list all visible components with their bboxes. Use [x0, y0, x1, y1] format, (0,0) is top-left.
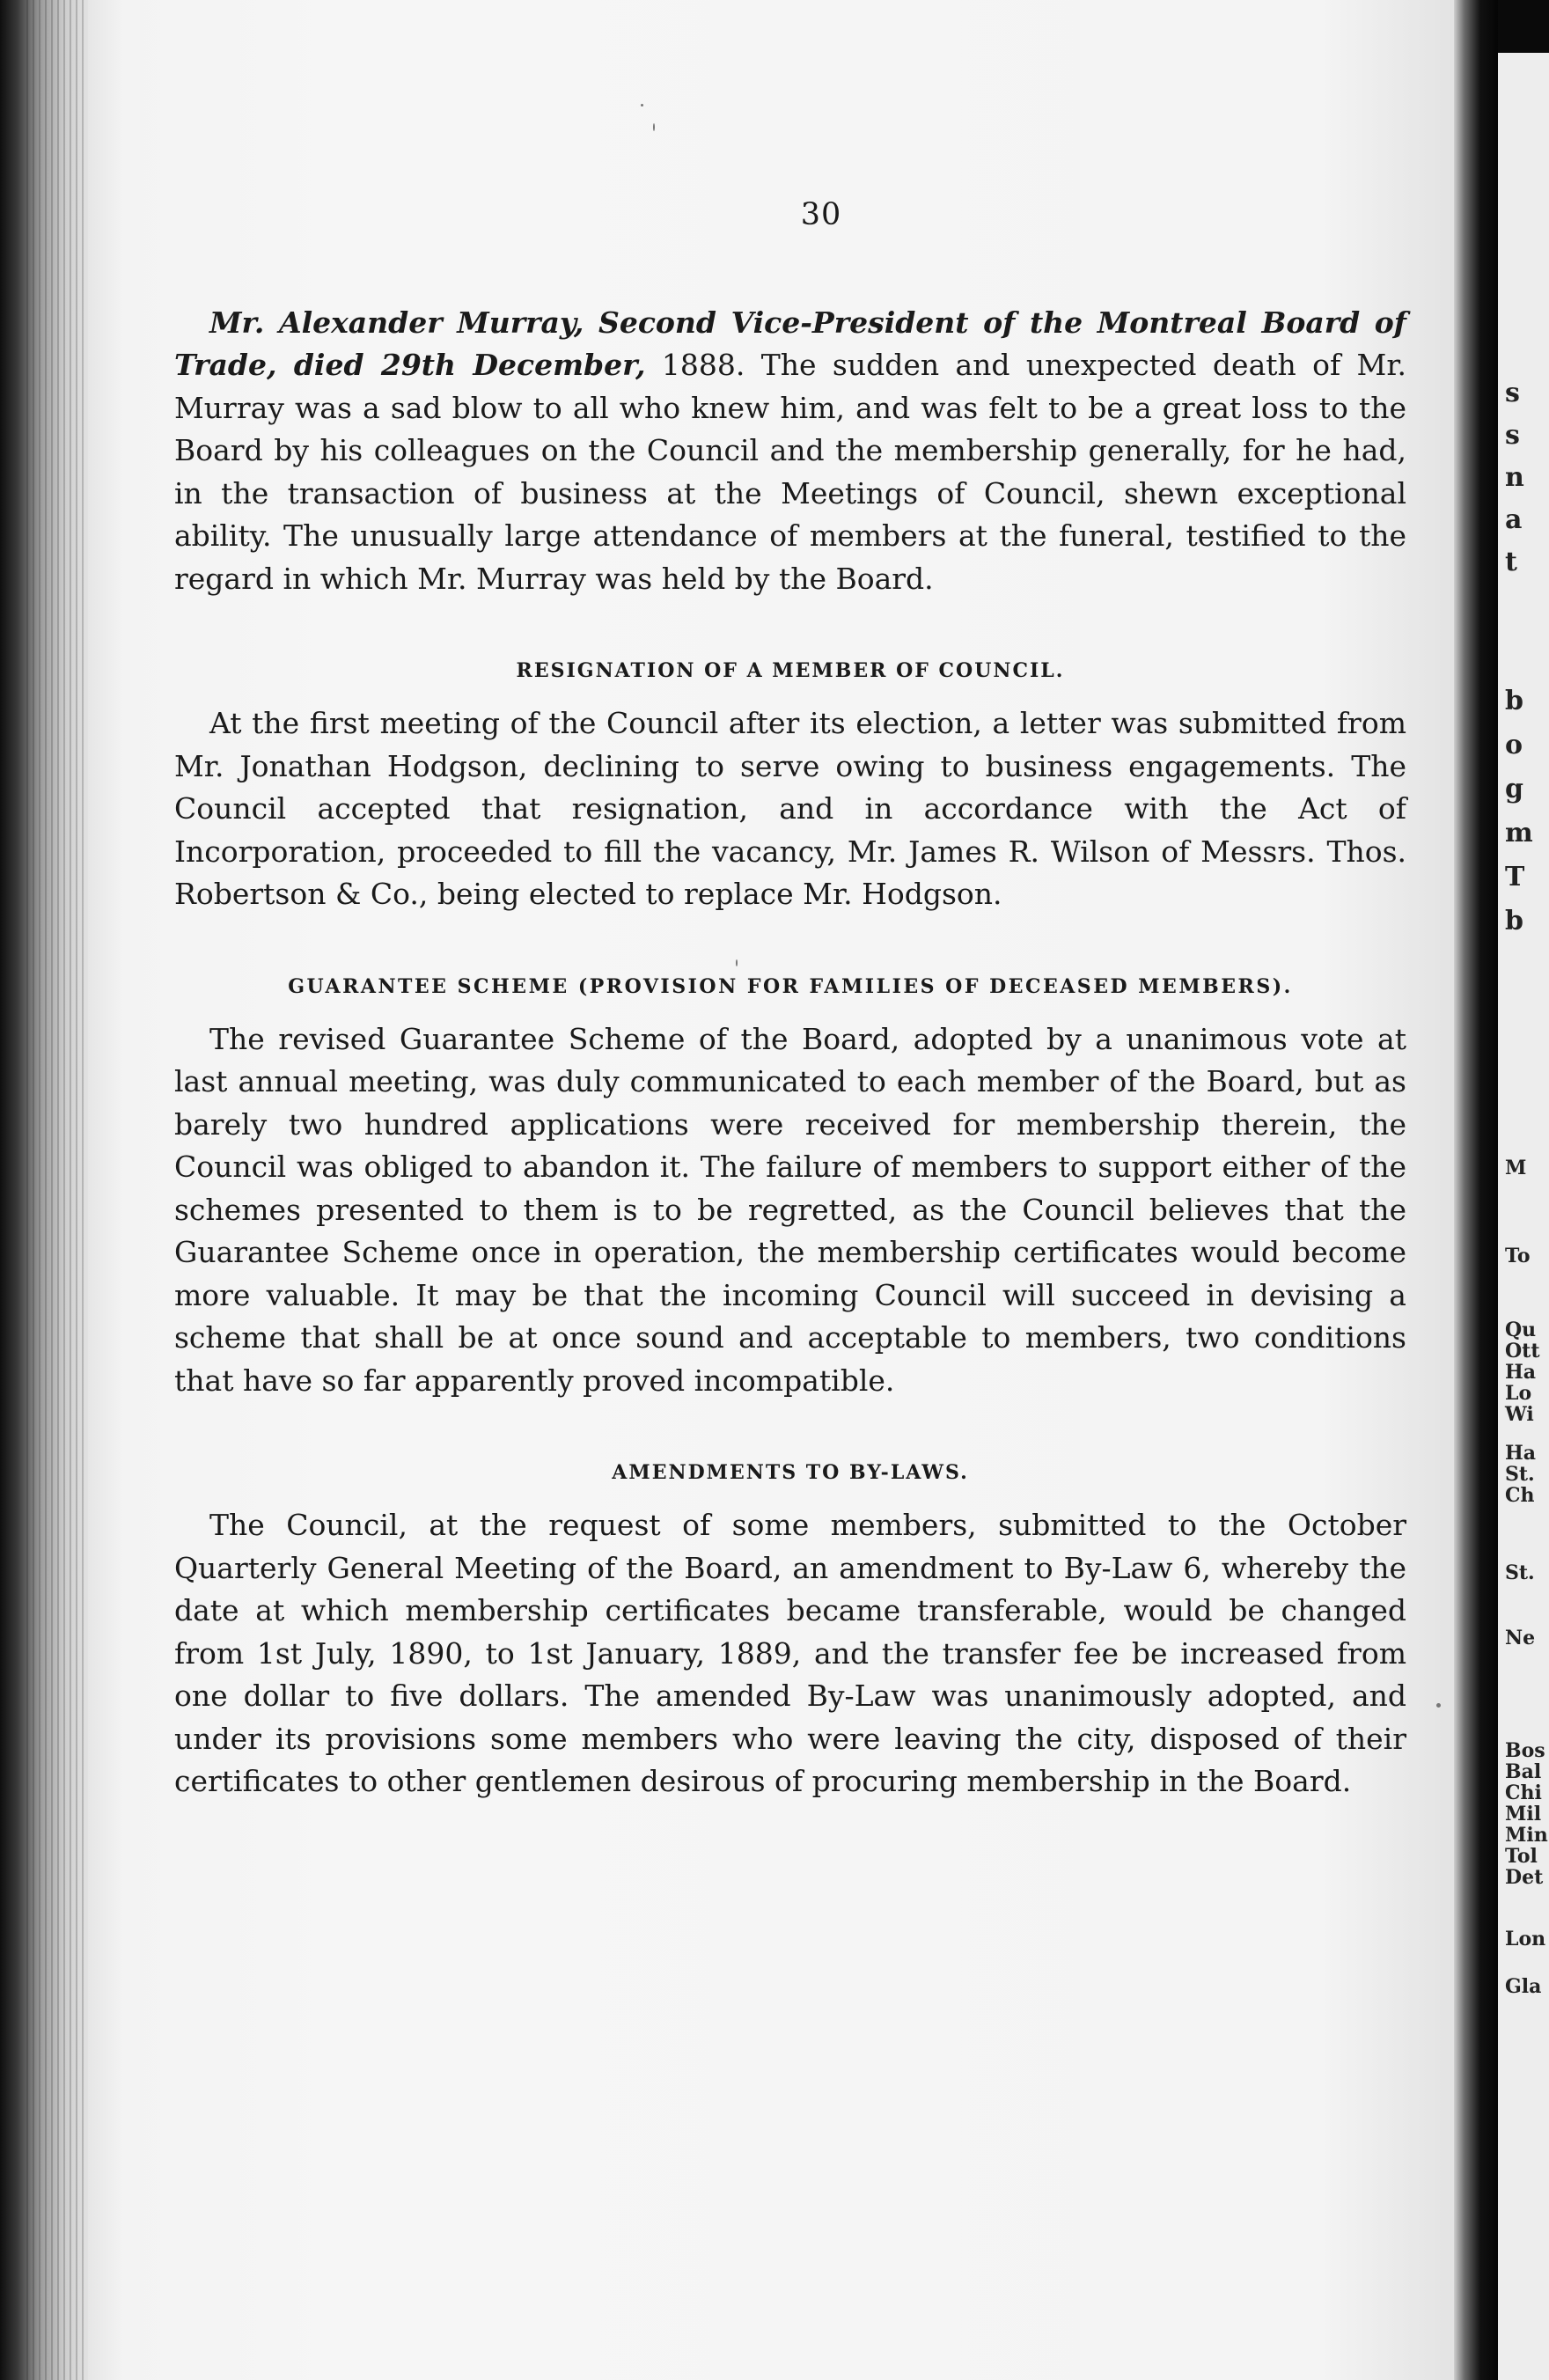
top-dark-band	[1498, 0, 1549, 53]
section-heading-amendments: AMENDMENTS TO BY-LAWS.	[612, 1461, 969, 1484]
next-page-fragment: To	[1505, 1245, 1531, 1267]
next-page-fragment: b	[1505, 686, 1523, 716]
next-page-fragment: Min	[1505, 1824, 1548, 1847]
next-page-fragment: T	[1505, 862, 1525, 892]
next-page-fragment: n	[1505, 462, 1524, 493]
next-page-fragment: St.	[1505, 1561, 1535, 1584]
next-page-fragment: Ne	[1505, 1627, 1536, 1649]
paper-speck	[653, 123, 655, 131]
next-page-fragment: Gla	[1505, 1975, 1542, 1998]
next-page-fragment: m	[1505, 818, 1533, 848]
next-page-fragment: Mil	[1505, 1803, 1542, 1825]
next-page-fragment: Wi	[1505, 1403, 1534, 1426]
next-page-fragment: Tol	[1505, 1845, 1538, 1868]
next-page-fragment: Det	[1505, 1866, 1544, 1889]
paper-speck	[641, 104, 643, 107]
paper-speck	[1436, 1703, 1441, 1708]
paragraph-murray	[174, 302, 1406, 601]
next-page-fragment: b	[1505, 906, 1523, 937]
next-page-fragment: g	[1505, 774, 1523, 804]
paragraph-amendments: The Council, at the request of some members, submitted to the October Quarterly General Meeting of the Board, an amendment to By-Law 6, whereby the date at which membership certificates became transferable, would be changed from 1st July, 1890, to 1st January, 1889, and the transfer fee be increased from one dollar to five dollars. The amended By-Law was unanimously adopted, and under its provisions some members who were leaving the city, disposed of their certificates to other gentlemen desirous of procuring membership in the Board.	[174, 1508, 1406, 1798]
next-page-fragment: a	[1505, 504, 1523, 535]
paragraph-text: 1888. The sudden and unexpected death of Mr. Murray was a sad blow to all who knew him, and was felt to be a great loss to the Board by his colleagues on the Council and the membership generally, for he had, in the transaction of business at the Meetings of Council, shewn exceptional ability. The unusually large attendance of members at the funeral, testified to the regard in which Mr. Murray was held by the Board.	[174, 348, 1406, 596]
next-page-fragment: St.	[1505, 1463, 1535, 1486]
next-page-fragment: s	[1505, 378, 1520, 408]
next-page-fragment: Ott	[1505, 1340, 1540, 1363]
paragraph-resignation: At the first meeting of the Council after its election, a letter was submitted from Mr. Jonathan Hodgson, declining to serve owing to business engagements. The Council accepted that resignation, and in accordance with the Act of Incorporation, proceeded to fill the vacancy, Mr. James R. Wilson of Messrs. Thos. Robertson & Co., being elected to replace Mr. Hodgson.	[174, 706, 1406, 911]
page-gutter-shadow	[1454, 0, 1498, 2380]
next-page-fragment: Ha	[1505, 1442, 1537, 1465]
next-page-fragment: s	[1505, 420, 1520, 451]
next-page-fragment: Qu	[1505, 1319, 1537, 1341]
paragraph-guarantee-scheme: The revised Guarantee Scheme of the Board, adopted by a unanimous vote at last annual meeting, was duly communicated to each member of the Board, but as barely two hundred applications were received for membership therein, the Council was obliged to abandon it. The failure of members to support either of the schemes presented to them is to be regretted, as the Council believes that the Guarantee Scheme once in operation, the membership certificates would become more valuable. It may be that the incoming Council will succeed in devising a scheme that shall be at once sound and acceptable to members, two conditions that have so far apparently proved incompatible.	[174, 1021, 1406, 1398]
page-number: 30	[800, 197, 842, 232]
next-page-fragment: o	[1505, 730, 1523, 760]
section-heading-resignation: RESIGNATION OF A MEMBER OF COUNCIL.	[516, 659, 1065, 682]
next-page-fragment: Ch	[1505, 1484, 1535, 1507]
adjacent-page-strip	[1498, 53, 1549, 2380]
next-page-fragment: Lo	[1505, 1382, 1532, 1405]
next-page-fragment: Ha	[1505, 1361, 1537, 1384]
next-page-fragment: Chi	[1505, 1781, 1542, 1804]
section-heading-guarantee-scheme: GUARANTEE SCHEME (PROVISION FOR FAMILIES OF DECEASED MEMBERS).	[288, 974, 1293, 998]
next-page-fragment: Bos	[1505, 1739, 1545, 1762]
next-page-fragment: Lon	[1505, 1928, 1546, 1950]
paragraph-lead-italic: Mr. Alexander Murray, Second Vice-President of the Montreal Board of Trade, died 29th December,	[174, 305, 1406, 382]
next-page-fragment: t	[1505, 547, 1517, 577]
page-text-body	[174, 194, 1406, 1803]
binding-page-edges	[26, 0, 88, 2380]
next-page-fragment: Bal	[1505, 1760, 1542, 1783]
next-page-fragment: M	[1505, 1157, 1527, 1179]
